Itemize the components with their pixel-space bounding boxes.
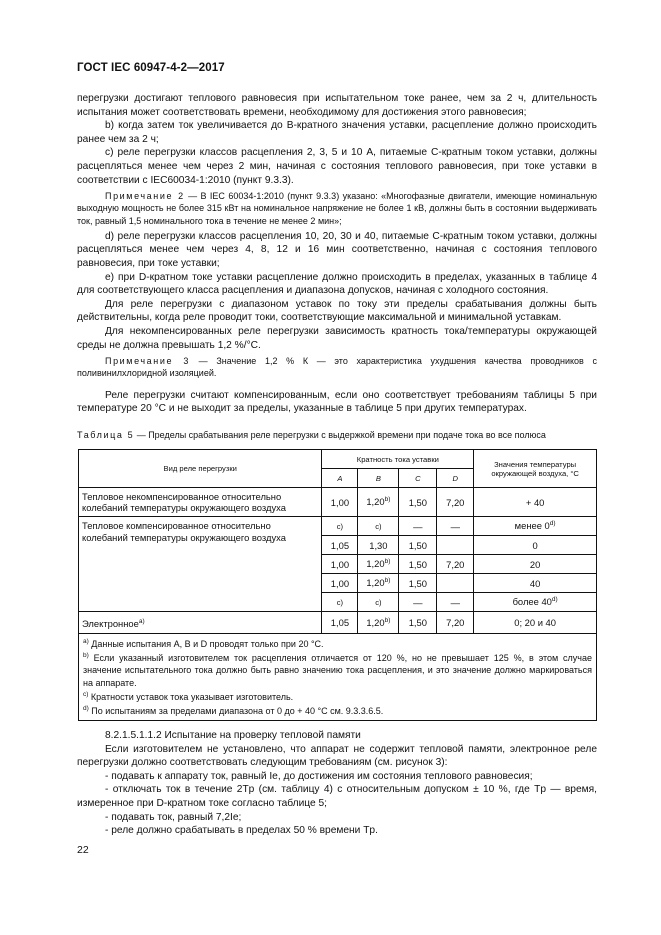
footnote-d: [83, 703, 592, 717]
cell-c: 1,50: [399, 488, 437, 517]
paragraph-uncompensated: Для некомпенсированных реле перегрузки зависимость кратность тока/температуры окружающей среды не должна превышать 1,2 %/°С.: [77, 325, 597, 351]
cell-a: 1,00: [322, 555, 358, 574]
paragraph-e: е) при D-кратном токе уставки расцепление должно происходить в пределах, указанных в таблице 4 для соответствующего класса расцепления и диапазона допусков, начиная с холодного состояния.: [77, 271, 597, 297]
page-number: 22: [77, 844, 89, 856]
cell-b: [358, 555, 399, 574]
cell-temp: + 40: [474, 488, 597, 517]
footnote-text: Данные испытания A, B и D проводят только при 20 °С.: [88, 639, 324, 649]
cell-b: [358, 612, 399, 634]
footnote-text: По испытаниям за пределами диапазона от 0 до + 40 °С см. 9.3.3.6.5.: [88, 706, 384, 717]
footnote-a: [83, 636, 592, 650]
section-step-2: - отключать ток в течение 2Tp (см. таблицу 4) с относительным допуском ± 10 %, где Tp — время, измеренное при D-кратном токе согласно таблице 5;: [77, 784, 597, 809]
cell-c: 1,50: [399, 612, 437, 634]
footnote-ref: b): [384, 496, 391, 504]
note-2: [77, 190, 597, 227]
section-thermal-memory: [77, 729, 597, 838]
section-step-3: - подавать ток, равный 7,2Ie;: [105, 811, 242, 823]
paragraph-d: d) реле перегрузки классов расцепления 10, 20, 30 и 40, питаемые C-кратным током уставки, должны расцепляться менее чем через 4, 8, 12 и 16 мин соответственно, начиная с состояния теплового равновесия, при токе уставки;: [77, 230, 597, 269]
cell-temp-value: менее 0: [514, 520, 550, 532]
footnote-ref: d): [551, 596, 558, 604]
footnote-text: Кратности уставок тока указывает изготовитель.: [88, 691, 294, 702]
cell-d: —: [437, 593, 474, 612]
header-a: A: [322, 469, 358, 488]
cell-a: c): [322, 517, 358, 536]
table-row: [79, 488, 597, 517]
cell-c: 1,50: [399, 574, 437, 593]
table-5: [78, 449, 597, 721]
table-footnotes: [79, 634, 597, 721]
footnote-mark: d): [83, 705, 89, 713]
cell-b: [358, 574, 399, 593]
note-3-label: Примечание 3: [105, 356, 190, 367]
paragraph-range: Для реле перегрузки с диапазоном уставок по току эти пределы срабатывания должны быть действительны, когда реле проводит токи, соответствующие максимальной и минимальной уставкам.: [77, 298, 597, 324]
footnote-mark: а): [83, 638, 89, 645]
paragraph-b: b) когда затем ток увеличивается до B-кратного значения уставки, расцепление должно происходить ранее чем за 2 ч;: [77, 120, 597, 145]
cell-c: —: [399, 593, 437, 612]
cell-b: 1,30: [358, 536, 399, 555]
cell-d: —: [437, 517, 474, 536]
note-3-text: — Значение 1,2 % К — это характеристика ухудшения качества проводников с поливинилхлоридной изоляцией.: [77, 356, 597, 379]
section-step-1: - подавать к аппарату ток, равный Ie, до достижения им состояния теплового равновесия;: [105, 770, 533, 782]
cell-temp: [474, 593, 597, 612]
body-text: [77, 92, 597, 416]
header-relay-type: Вид реле перегрузки: [79, 450, 322, 488]
footnote-mark: с): [83, 690, 89, 698]
section-heading: 8.2.1.5.1.1.2 Испытание на проверку тепловой памяти: [105, 730, 361, 741]
cell-b-value: 1,20: [366, 558, 385, 570]
cell-temp: 0: [474, 536, 597, 555]
cell-d: 7,20: [437, 612, 474, 634]
cell-b-value: 1,20: [366, 617, 385, 629]
header-current-multiple: Кратность тока уставки: [322, 450, 474, 469]
cell-temp: 20: [474, 555, 597, 574]
row-label-text: Электронное: [82, 617, 139, 629]
paragraph-compensated: Реле перегрузки считают компенсированным, если оно соответствует требованиям таблицы 5 при температуре 20 °С и не выходит за пределы, указанные в таблице 5 при других температурах.: [77, 389, 597, 415]
page-header: ГОСТ IEC 60947-4-2—2017: [77, 62, 225, 74]
note-3: [77, 355, 597, 379]
row-label: [79, 612, 322, 634]
footnote-ref: b): [384, 577, 391, 585]
footnote-c: [83, 689, 592, 703]
header-temperature: Значения температуры окружающей воздуха, °С: [474, 450, 597, 488]
table-footnotes-row: [79, 634, 597, 721]
header-c: C: [399, 469, 437, 488]
cell-temp: 40: [474, 574, 597, 593]
header-d: D: [437, 469, 474, 488]
cell-b: c): [358, 593, 399, 612]
cell-temp-value: более 40: [512, 596, 552, 608]
cell-b-value: 1,20: [366, 496, 385, 508]
cell-temp: 0; 20 и 40: [474, 612, 597, 634]
cell-a: 1,00: [322, 574, 358, 593]
cell-d: 7,20: [437, 488, 474, 517]
cell-d: 7,20: [437, 555, 474, 574]
header-b: B: [358, 469, 399, 488]
cell-temp: [474, 517, 597, 536]
footnote-b: [83, 650, 592, 689]
section-step-4: - реле должно срабатывать в пределах 50 % времени Tp.: [105, 825, 378, 837]
cell-d: [437, 574, 474, 593]
cell-a: 1,05: [322, 612, 358, 634]
row-label: Тепловое некомпенсированное относительно колебаний температуры окружающего воздуха: [79, 488, 322, 517]
cell-c: 1,50: [399, 536, 437, 555]
footnote-ref: b): [384, 558, 391, 566]
section-paragraph: Если изготовителем не установлено, что аппарат не содержит тепловой памяти, электронное реле перегрузки должно соответствовать следующим требованиям (см. рисунок 3):: [77, 743, 597, 769]
note-2-text: — В IEC 60034-1:2010 (пункт 9.3.3) указано: «Многофазные двигатели, имеющие номинальную выходную мощность не более 315 кВт на номинальное напряжение не более 1 кВ, должны быть в состоянии выдерживать ток, равный 1,5 номинального тока в течение не менее 2 мин»;: [77, 191, 597, 226]
table-caption-label: Таблица 5: [77, 430, 135, 440]
cell-d: [437, 536, 474, 555]
table-caption: [77, 430, 546, 440]
cell-b: [358, 488, 399, 517]
paragraph-c: с) реле перегрузки классов расцепления 2, 3, 5 и 10 А, питаемые C-кратным током уставки, должны расцепляться менее чем через 2 мин, начиная с состояния теплового равновесия, при токе уставки в соответствии с IEC60034-1:2010 (пункт 9.3.3).: [77, 147, 597, 186]
table-caption-text: — Пределы срабатывания реле перегрузки с выдержкой времени при подаче тока во все полюса: [134, 430, 546, 440]
cell-c: —: [399, 517, 437, 536]
cell-a: 1,05: [322, 536, 358, 555]
cell-a: c): [322, 593, 358, 612]
row-label: Тепловое компенсированное относительно колебаний температуры окружающего воздуха: [79, 517, 322, 612]
footnote-mark: b): [83, 652, 89, 660]
note-2-label: Примечание 2: [105, 191, 185, 202]
footnote-ref: b): [384, 616, 391, 624]
footnote-ref: а): [138, 617, 145, 625]
table-row: [79, 517, 597, 536]
paragraph-continuation: перегрузки достигают теплового равновесия при испытательном токе ранее, чем за 2 ч, длительность испытания может соответствовать времени, необходимому для достижения этого равновесия;: [77, 93, 597, 118]
cell-c: 1,50: [399, 555, 437, 574]
table-row: [79, 612, 597, 634]
footnote-text: Если указанный изготовителем ток расцепления отличается от 120 %, но не превышает 125 %, в этом случае значение испытательного тока должно быть равно значению тока расцепления, и это значение должно маркироваться на аппарате.: [83, 653, 592, 688]
cell-b: c): [358, 517, 399, 536]
footnote-ref: d): [549, 520, 556, 528]
cell-a: 1,00: [322, 488, 358, 517]
table-header-row: [79, 450, 597, 469]
cell-b-value: 1,20: [366, 577, 385, 589]
